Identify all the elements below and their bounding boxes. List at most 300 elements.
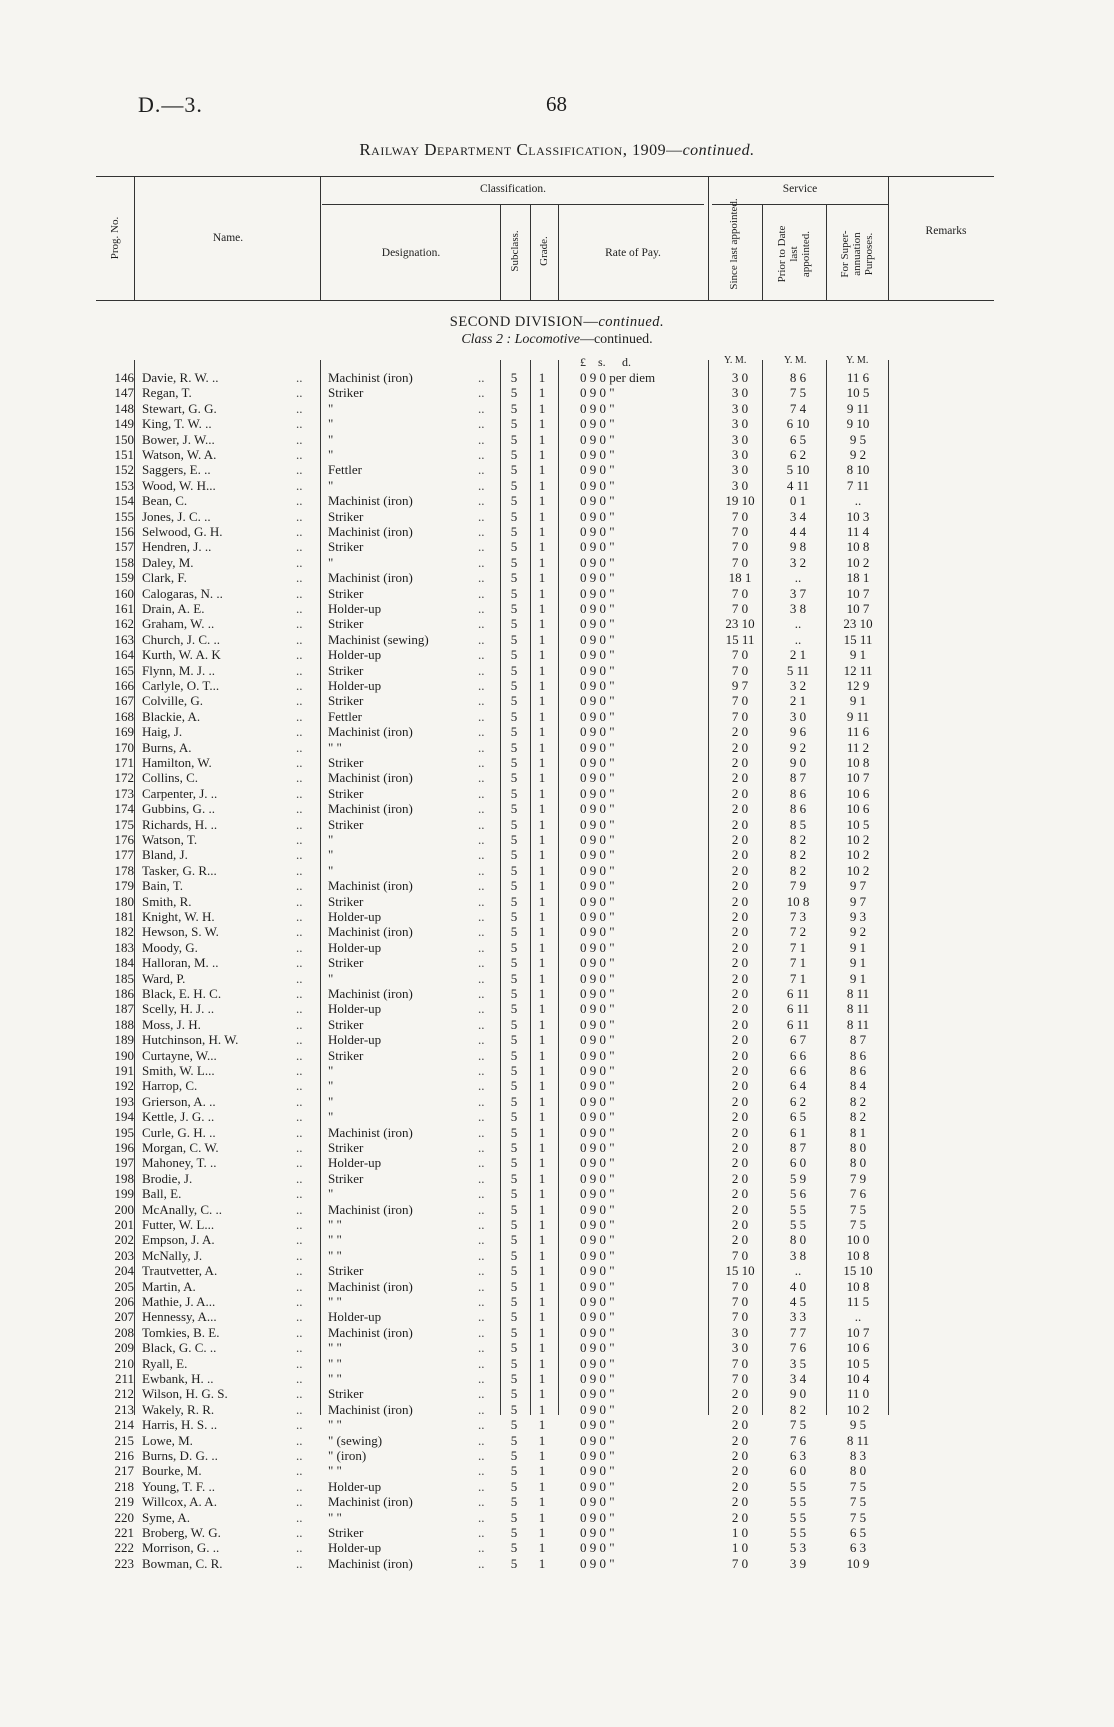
grade: 1 [538, 1016, 546, 1032]
service-superannuation: 8 10 [846, 462, 870, 478]
designation: " " [328, 1294, 342, 1309]
employee-name: Empson, J. A. [142, 1232, 215, 1248]
grade: 1 [538, 878, 546, 894]
table-row [0, 478, 1114, 494]
employee-name: Ward, P. [142, 970, 186, 986]
grade: 1 [538, 708, 546, 724]
service-prior: 5 5 [789, 1201, 807, 1217]
leader-dots: .. [478, 1386, 485, 1402]
leader-dots: .. [478, 1278, 485, 1294]
leader-dots: .. [478, 739, 485, 755]
service-superannuation: 10 8 [846, 1247, 870, 1263]
service-since-last: 2 0 [731, 755, 749, 770]
service-superannuation: 10 0 [846, 1232, 870, 1248]
grade: 1 [538, 1478, 546, 1494]
service-since-last: 2 0 [731, 1478, 749, 1494]
grade: 1 [538, 1463, 546, 1479]
service-since-last: 7 0 [731, 1309, 749, 1325]
employee-name: Trautvetter, A. [142, 1263, 218, 1279]
subclass: 5 [510, 662, 518, 678]
leader-dots: .. [478, 878, 485, 894]
grade: 1 [538, 1278, 546, 1294]
designation: " [328, 970, 334, 986]
leader-dots: .. [296, 585, 303, 601]
super-line-1: For Super- [839, 230, 851, 278]
service-superannuation: 10 6 [846, 1340, 870, 1356]
rate-of-pay: 0 9 0 " [580, 1232, 615, 1248]
employee-name: Harris, H. S. .. [142, 1417, 218, 1433]
leader-dots: .. [478, 1555, 485, 1571]
rate-of-pay: 0 9 0 " [580, 847, 615, 863]
grade: 1 [538, 1340, 546, 1356]
service-since-last: 3 0 [731, 462, 749, 478]
leader-dots: .. [296, 662, 303, 678]
table-row [0, 663, 1114, 679]
grade: 1 [538, 1371, 546, 1386]
service-superannuation: 11 6 [846, 370, 870, 385]
leader-dots: .. [478, 662, 485, 678]
employee-name: Harrop, C. [142, 1078, 198, 1094]
service-prior: 7 3 [789, 909, 807, 924]
table-row [0, 1417, 1114, 1433]
rate-of-pay: 0 9 0 " [580, 1063, 615, 1078]
leader-dots: .. [296, 724, 303, 740]
service-prior: 5 9 [789, 1170, 807, 1186]
employee-name: Watson, T. [142, 832, 198, 847]
employee-name: Kurth, W. A. K [142, 647, 221, 663]
leader-dots: .. [478, 647, 485, 663]
service-since-last: 2 0 [731, 893, 749, 909]
rate-of-pay: 0 9 0 " [580, 1186, 615, 1202]
rate-of-pay: 0 9 0 " [580, 801, 615, 817]
rate-of-pay: 0 9 0 " [580, 770, 615, 786]
table-row [0, 1263, 1114, 1279]
rate-of-pay: 0 9 0 " [580, 631, 615, 647]
table-row [0, 1279, 1114, 1295]
leader-dots: .. [296, 955, 303, 971]
employee-name: Saggers, E. .. [142, 462, 211, 478]
rate-of-pay: 0 9 0 " [580, 416, 615, 432]
employee-name: Blackie, A. [142, 708, 201, 724]
employee-name: McNally, J. [142, 1247, 203, 1263]
subclass: 5 [510, 708, 518, 724]
grade: 1 [538, 1324, 546, 1340]
employee-name: Young, T. F. .. [142, 1478, 216, 1494]
rate-of-pay: 0 9 0 " [580, 893, 615, 909]
grade: 1 [538, 524, 546, 539]
service-since-last: 7 0 [731, 554, 749, 570]
table-row [0, 370, 1114, 386]
service-superannuation: 8 2 [849, 1109, 867, 1125]
leader-dots: .. [296, 1432, 303, 1448]
leader-dots: .. [478, 939, 485, 955]
rate-of-pay: 0 9 0 " [580, 493, 615, 509]
employee-name: Ball, E. [142, 1186, 182, 1202]
leader-dots: .. [296, 1016, 303, 1032]
designation: Striker [328, 1263, 364, 1279]
service-prior: 7 4 [789, 400, 807, 416]
employee-name: Selwood, G. H. [142, 524, 223, 539]
subclass: 5 [510, 1140, 518, 1155]
service-superannuation: 8 7 [849, 1032, 867, 1048]
subclass: 5 [510, 1186, 518, 1202]
service-since-last: 7 0 [731, 662, 749, 678]
grade: 1 [538, 1494, 546, 1510]
super-line-2: annuation [851, 232, 863, 276]
subclass: 5 [510, 986, 518, 1001]
rate-of-pay: 0 9 0 " [580, 708, 615, 724]
service-since-last: 2 0 [731, 1140, 749, 1155]
service-prior: 6 0 [789, 1155, 807, 1171]
leader-dots: .. [296, 1448, 303, 1463]
designation: " [328, 847, 334, 863]
grade: 1 [538, 1309, 546, 1325]
table-row [0, 986, 1114, 1002]
leader-dots: .. [296, 1232, 303, 1248]
prog-number: 188 [114, 1016, 134, 1032]
leader-dots: .. [296, 1170, 303, 1186]
designation: Holder-up [328, 1309, 382, 1325]
table-row [0, 447, 1114, 463]
prog-number: 187 [114, 1001, 134, 1017]
designation: Striker [328, 1386, 364, 1402]
leader-dots: .. [478, 601, 485, 616]
rate-of-pay: 0 9 0 " [580, 1263, 615, 1279]
prog-number: 196 [114, 1140, 134, 1155]
employee-name: Bower, J. W... [142, 431, 215, 447]
service-since-last: 2 0 [731, 1217, 749, 1232]
leader-dots: .. [478, 1371, 485, 1386]
service-since-last: 2 0 [731, 986, 749, 1001]
subclass: 5 [510, 477, 518, 493]
rate-of-pay: 0 9 0 " [580, 1448, 615, 1463]
rate-of-pay: 0 9 0 " [580, 862, 615, 878]
designation: " [328, 431, 334, 447]
rate-of-pay: 0 9 0 per diem [580, 370, 656, 385]
grade: 1 [538, 1001, 546, 1017]
leader-dots: .. [478, 447, 485, 462]
service-superannuation: 10 8 [846, 755, 870, 770]
employee-name: Futter, W. L... [142, 1217, 215, 1232]
service-prior: 3 9 [789, 1555, 807, 1571]
prog-number: 191 [114, 1063, 134, 1078]
designation: Machinist (iron) [328, 801, 413, 817]
service-since-last: 2 0 [731, 1432, 749, 1448]
table-row [0, 724, 1114, 740]
employee-name: Drain, A. E. [142, 601, 205, 616]
service-prior: 9 0 [789, 755, 807, 770]
grade: 1 [538, 447, 546, 462]
leader-dots: .. [296, 924, 303, 940]
service-prior: 8 6 [789, 801, 807, 817]
service-superannuation: 10 6 [846, 785, 870, 801]
grade: 1 [538, 1355, 546, 1371]
table-row [0, 1125, 1114, 1141]
employee-name: Wakely, R. R. [142, 1401, 215, 1417]
service-superannuation: 10 5 [846, 385, 870, 401]
rate-of-pay: 0 9 0 " [580, 1201, 615, 1217]
service-superannuation: 7 5 [849, 1217, 867, 1232]
service-since-last: 7 0 [731, 508, 749, 524]
service-since-last: 3 0 [731, 1340, 749, 1356]
rate-of-pay: 0 9 0 " [580, 739, 615, 755]
leader-dots: .. [478, 1155, 485, 1171]
rate-of-pay: 0 9 0 " [580, 1032, 615, 1048]
table-row [0, 555, 1114, 571]
designation: Machinist (iron) [328, 524, 413, 539]
leader-dots: .. [478, 1448, 485, 1463]
rate-of-pay: 0 9 0 " [580, 955, 615, 971]
leader-dots: .. [296, 1386, 303, 1402]
table-row [0, 570, 1114, 586]
subclass: 5 [510, 1247, 518, 1263]
grade: 1 [538, 1063, 546, 1078]
rate-of-pay: 0 9 0 " [580, 1278, 615, 1294]
grade: 1 [538, 1186, 546, 1202]
subclass: 5 [510, 1232, 518, 1248]
leader-dots: .. [478, 1540, 485, 1556]
service-superannuation: 8 1 [849, 1124, 867, 1140]
service-superannuation: 12 9 [846, 678, 870, 693]
designation: " [328, 1109, 334, 1125]
service-prior: 9 2 [789, 739, 807, 755]
rate-of-pay: 0 9 0 " [580, 1217, 615, 1232]
leader-dots: .. [478, 909, 485, 924]
leader-dots: .. [478, 832, 485, 847]
grade: 1 [538, 1294, 546, 1309]
subclass: 5 [510, 462, 518, 478]
service-prior: 7 2 [789, 924, 807, 940]
service-since-last: 2 0 [731, 939, 749, 955]
subclass: 5 [510, 1371, 518, 1386]
table-row [0, 1155, 1114, 1171]
service-since-last: 2 0 [731, 1078, 749, 1094]
table-row [0, 878, 1114, 894]
prog-number: 175 [114, 816, 134, 832]
designation: Machinist (iron) [328, 370, 413, 385]
employee-name: Hamilton, W. [142, 755, 212, 770]
subclass: 5 [510, 1124, 518, 1140]
rate-of-pay: 0 9 0 " [580, 785, 615, 801]
table-row [0, 1309, 1114, 1325]
table-row [0, 755, 1114, 771]
prog-number: 222 [114, 1540, 134, 1556]
grade: 1 [538, 939, 546, 955]
table-row [0, 416, 1114, 432]
employee-name: Kettle, J. G. .. [142, 1109, 215, 1125]
leader-dots: .. [478, 1478, 485, 1494]
service-superannuation: 11 5 [846, 1294, 870, 1309]
designation: Striker [328, 662, 364, 678]
service-prior: 6 11 [786, 1001, 810, 1017]
service-since-last: 2 0 [731, 1463, 749, 1479]
rate-of-pay: 0 9 0 " [580, 909, 615, 924]
subclass: 5 [510, 631, 518, 647]
table-row [0, 1556, 1114, 1572]
employee-name: Broberg, W. G. [142, 1525, 221, 1540]
grade: 1 [538, 1217, 546, 1232]
table-row [0, 909, 1114, 925]
grade: 1 [538, 1386, 546, 1402]
service-superannuation: 9 3 [849, 909, 867, 924]
subclass: 5 [510, 970, 518, 986]
grade: 1 [538, 893, 546, 909]
service-superannuation: 18 1 [846, 570, 870, 586]
table-row [0, 1109, 1114, 1125]
leader-dots: .. [478, 1047, 485, 1063]
service-superannuation: 9 1 [849, 939, 867, 955]
grade: 1 [538, 970, 546, 986]
table-row [0, 647, 1114, 663]
service-since-last: 7 0 [731, 1555, 749, 1571]
subclass: 5 [510, 1047, 518, 1063]
subclass-header: Subclass. [509, 230, 521, 272]
service-since-last: 7 0 [731, 1247, 749, 1263]
service-superannuation: 7 9 [849, 1170, 867, 1186]
table-row [0, 539, 1114, 555]
service-prior: 3 0 [789, 708, 807, 724]
leader-dots: .. [478, 708, 485, 724]
leader-dots: .. [296, 1047, 303, 1063]
rate-of-pay: 0 9 0 " [580, 1417, 615, 1433]
employee-name: Tomkies, B. E. [142, 1324, 220, 1340]
leader-dots: .. [478, 1432, 485, 1448]
leader-dots: .. [478, 508, 485, 524]
rate-of-pay: 0 9 0 " [580, 508, 615, 524]
grade: 1 [538, 477, 546, 493]
prog-number: 179 [114, 878, 134, 894]
service-since-last: 3 0 [731, 477, 749, 493]
service-since-last: 7 0 [731, 708, 749, 724]
leader-dots: .. [296, 400, 303, 416]
service-superannuation: 9 5 [849, 431, 867, 447]
service-since-last: 23 10 [725, 616, 755, 632]
designation: Machinist (iron) [328, 1494, 413, 1510]
prog-number: 185 [114, 970, 134, 986]
grade: 1 [538, 924, 546, 940]
designation: Striker [328, 755, 364, 770]
table-row [0, 1510, 1114, 1526]
subclass: 5 [510, 755, 518, 770]
leader-dots: .. [296, 739, 303, 755]
service-superannuation: 9 7 [849, 893, 867, 909]
subclass: 5 [510, 385, 518, 401]
service-prior: 3 8 [789, 601, 807, 616]
rate-of-pay: 0 9 0 " [580, 477, 615, 493]
subclass: 5 [510, 1540, 518, 1556]
leader-dots: .. [478, 1294, 485, 1309]
leader-dots: .. [478, 462, 485, 478]
subclass: 5 [510, 1355, 518, 1371]
employee-name: Hewson, S. W. [142, 924, 219, 940]
employee-name: McAnally, C. .. [142, 1201, 223, 1217]
grade: 1 [538, 1201, 546, 1217]
prog-number: 198 [114, 1170, 134, 1186]
table-row [0, 432, 1114, 448]
leader-dots: .. [478, 1417, 485, 1433]
employee-name: Burns, A. [142, 739, 192, 755]
subclass: 5 [510, 955, 518, 971]
service-since-last: 2 0 [731, 1417, 749, 1433]
grade: 1 [538, 601, 546, 616]
leader-dots: .. [296, 1478, 303, 1494]
designation: Holder-up [328, 647, 382, 663]
service-superannuation: 8 11 [846, 1432, 870, 1448]
rate-of-pay: 0 9 0 " [580, 816, 615, 832]
employee-name: Wood, W. H... [142, 477, 216, 493]
leader-dots: .. [478, 1232, 485, 1248]
leader-dots: .. [296, 570, 303, 586]
table-row [0, 385, 1114, 401]
subclass: 5 [510, 1309, 518, 1325]
prog-number: 164 [114, 647, 134, 663]
table-row [0, 1032, 1114, 1048]
service-superannuation: 8 11 [846, 1016, 870, 1032]
service-superannuation: 11 2 [846, 739, 870, 755]
service-prior: 3 8 [789, 1247, 807, 1263]
table-row [0, 1140, 1114, 1156]
employee-name: Collins, C. [142, 770, 198, 786]
leader-dots: .. [296, 693, 303, 709]
employee-name: Smith, W. L... [142, 1063, 215, 1078]
employee-name: Halloran, M. .. [142, 955, 219, 971]
service-since-last: 2 0 [731, 1232, 749, 1248]
rate-of-pay: 0 9 0 " [580, 678, 615, 693]
leader-dots: .. [296, 893, 303, 909]
prog-number: 150 [114, 431, 134, 447]
division-title [0, 314, 1114, 331]
subclass: 5 [510, 1463, 518, 1479]
employee-name: Davie, R. W. .. [142, 370, 219, 385]
employee-name: Tasker, G. R... [142, 862, 217, 878]
grade-header: Grade. [538, 236, 550, 266]
prog-number: 199 [114, 1186, 134, 1202]
subclass: 5 [510, 1032, 518, 1048]
service-prior: 5 10 [786, 462, 810, 478]
employee-name: Carpenter, J. .. [142, 785, 218, 801]
leader-dots: .. [296, 862, 303, 878]
prog-number: 172 [114, 770, 134, 786]
prog-number: 214 [114, 1417, 134, 1433]
designation: Machinist (iron) [328, 570, 413, 586]
designation: Fettler [328, 462, 362, 478]
subclass: 5 [510, 1525, 518, 1540]
prog-no-header: Prog. No. [109, 216, 121, 260]
subclass: 5 [510, 847, 518, 863]
leader-dots: .. [296, 1278, 303, 1294]
leader-dots: .. [296, 631, 303, 647]
leader-dots: .. [478, 893, 485, 909]
table-row [0, 1540, 1114, 1556]
class-italic: Locomotive [514, 332, 580, 347]
prog-number: 205 [114, 1278, 134, 1294]
designation: " [328, 477, 334, 493]
grade: 1 [538, 1263, 546, 1279]
rate-header: Rate of Pay. [605, 247, 661, 259]
service-superannuation: 10 7 [846, 1324, 870, 1340]
leader-dots: .. [478, 616, 485, 632]
service-prior: 7 9 [789, 878, 807, 894]
leader-dots: .. [478, 524, 485, 539]
designation: Machinist (iron) [328, 1201, 413, 1217]
leader-dots: .. [478, 693, 485, 709]
service-superannuation: 10 7 [846, 585, 870, 601]
subclass: 5 [510, 693, 518, 709]
prog-number: 203 [114, 1247, 134, 1263]
rate-of-pay: 0 9 0 " [580, 1355, 615, 1371]
service-superannuation: .. [854, 1309, 862, 1325]
service-superannuation: 10 9 [846, 1555, 870, 1571]
